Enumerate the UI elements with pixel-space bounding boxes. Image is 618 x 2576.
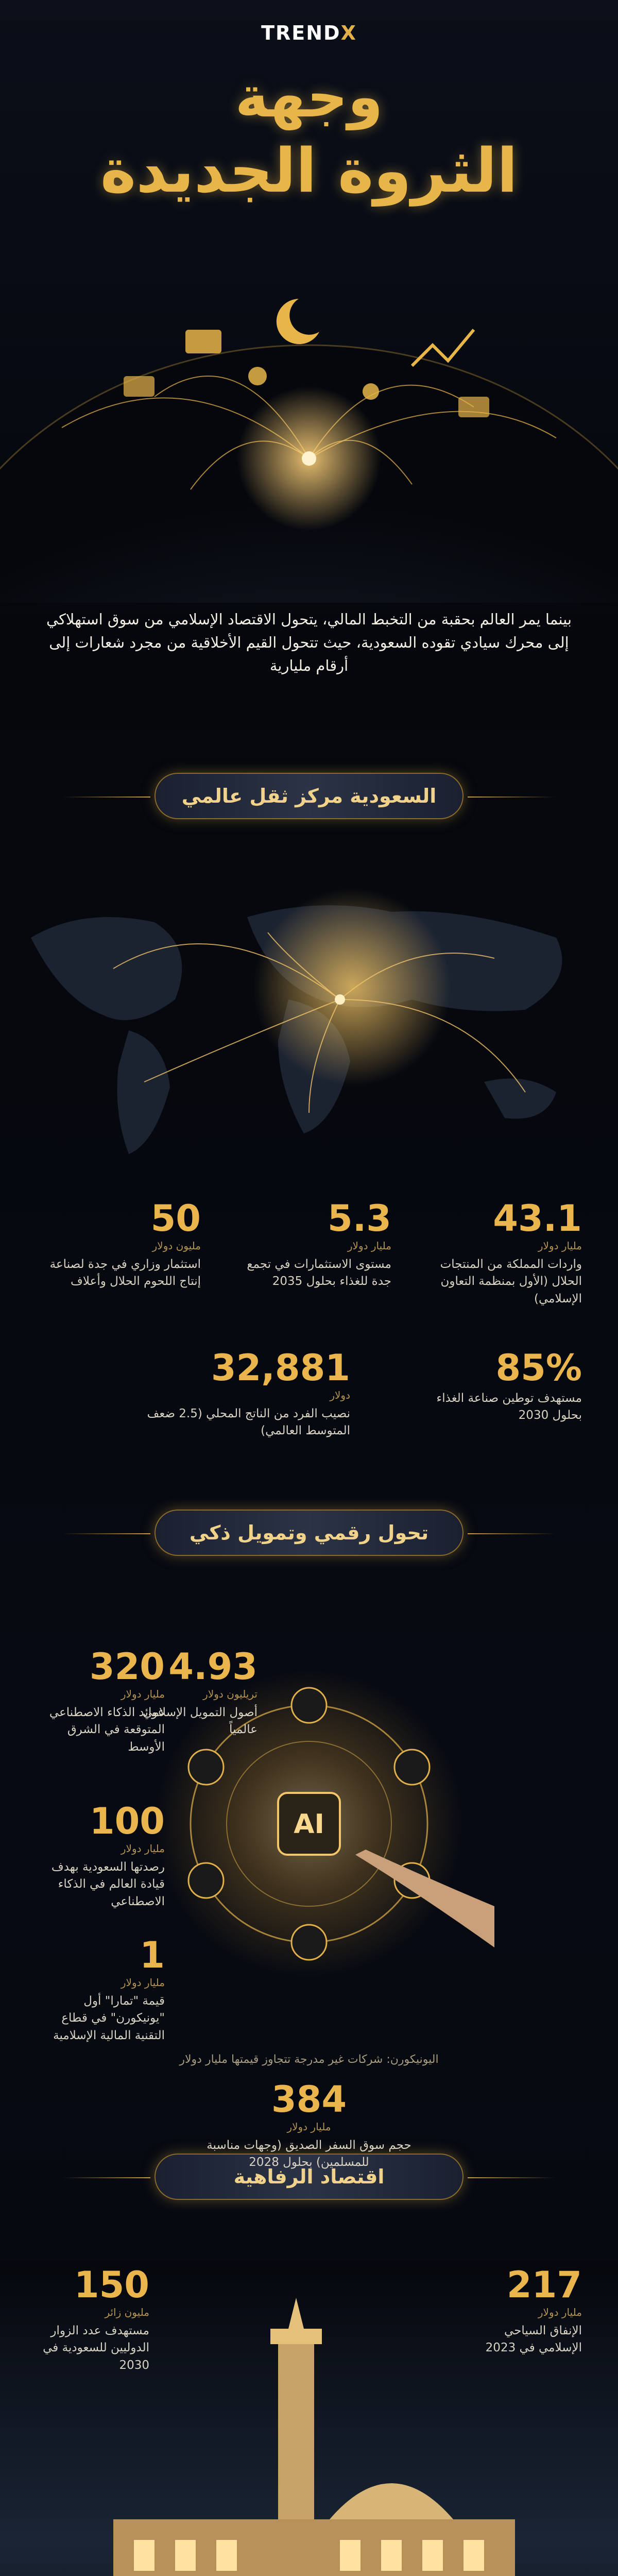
stat-halal-imports: 43.1 مليار دولار واردات المملكة من المنتجات الحلال (الأول بمنظمة التعاون الإسلامي) bbox=[440, 1197, 582, 1306]
stat-muslim-travel-market: 384 مليار دولار حجم سوق السفر الصديق (وجهات مناسبة للمسلمين) بحلول 2028 bbox=[207, 2078, 411, 2170]
stat-visitor-target: 150 مليون زائر مستهدف عدد الزوار الدوليين للسعودية في 2030 bbox=[43, 2264, 149, 2372]
unicorn-footnote: اليونيكورن: شركات غير مدرجة تتجاوز قيمتها مليار دولار bbox=[179, 2053, 439, 2066]
stat-gdp-per-capita: 32,881 دولار نصيب الفرد من الناتج المحلي (2.5 ضعف المتوسط العالمي) bbox=[147, 1347, 350, 1438]
section-heading-saudi-hub: السعودية مركز ثقل عالمي bbox=[154, 773, 464, 819]
section-heading-wellness-economy: اقتصاد الرفاهية bbox=[154, 2154, 464, 2200]
stat-islamic-finance-assets: 4.93 تريليون دولار أصول التمويل الإسلامي عالمياً bbox=[143, 1646, 258, 1737]
stat-halal-meat-investment: 50 مليون دولار استثمار وزاري في جدة لصناعة إنتاج اللحوم الحلال وأعلاف bbox=[49, 1197, 201, 1289]
stat-islamic-tourism-spend: 217 مليار دولار الإنفاق السياحي الإسلامي في 2023 bbox=[485, 2264, 582, 2355]
globe-illustration bbox=[0, 242, 618, 603]
stat-ai-returns: 320 مليار دولار عوائد الذكاء الاصطناعي المتوقعة في الشرق الأوسط bbox=[49, 1646, 165, 1754]
title-line-2: الثروة الجديدة bbox=[100, 134, 518, 206]
stat-jeddah-food-cluster: 5.3 مليار دولار مستوى الاستثمارات في تجمع جدة للغذاء بحلول 2035 bbox=[247, 1197, 391, 1289]
stat-saudi-ai-fund: 100 مليار دولار رصدتها السعودية بهدف قيادة العالم في الذكاء الاصطناعي bbox=[51, 1800, 165, 1908]
trendx-logo: TRENDX bbox=[261, 22, 357, 44]
svg-text:AI: AI bbox=[294, 1809, 324, 1840]
world-map-illustration bbox=[0, 845, 618, 1195]
title-line-1: وجهة bbox=[235, 64, 383, 130]
stat-tamara-unicorn: 1 مليار دولار قيمة "تمارا" أول "يونيكورن" في قطاع التقنية المالية الإسلامية bbox=[53, 1934, 165, 2042]
crescent-icon bbox=[277, 299, 319, 344]
stat-food-localization: 85% مستهدف توطين صناعة الغذاء بحلول 2030 bbox=[436, 1347, 582, 1422]
intro-paragraph: بينما يمر العالم بحقبة من التخبط المالي، يتحول الاقتصاد الإسلامي من سوق استهلاكي إلى محرك سيادي تقوده السعودية، حيث تتحول القيم الأخلاقية من مجرد شعارات إلى أرقام مليارية bbox=[46, 611, 572, 674]
page-title bbox=[0, 62, 618, 209]
section-heading-digital-finance: تحول رقمي وتمويل ذكي bbox=[154, 1510, 464, 1556]
